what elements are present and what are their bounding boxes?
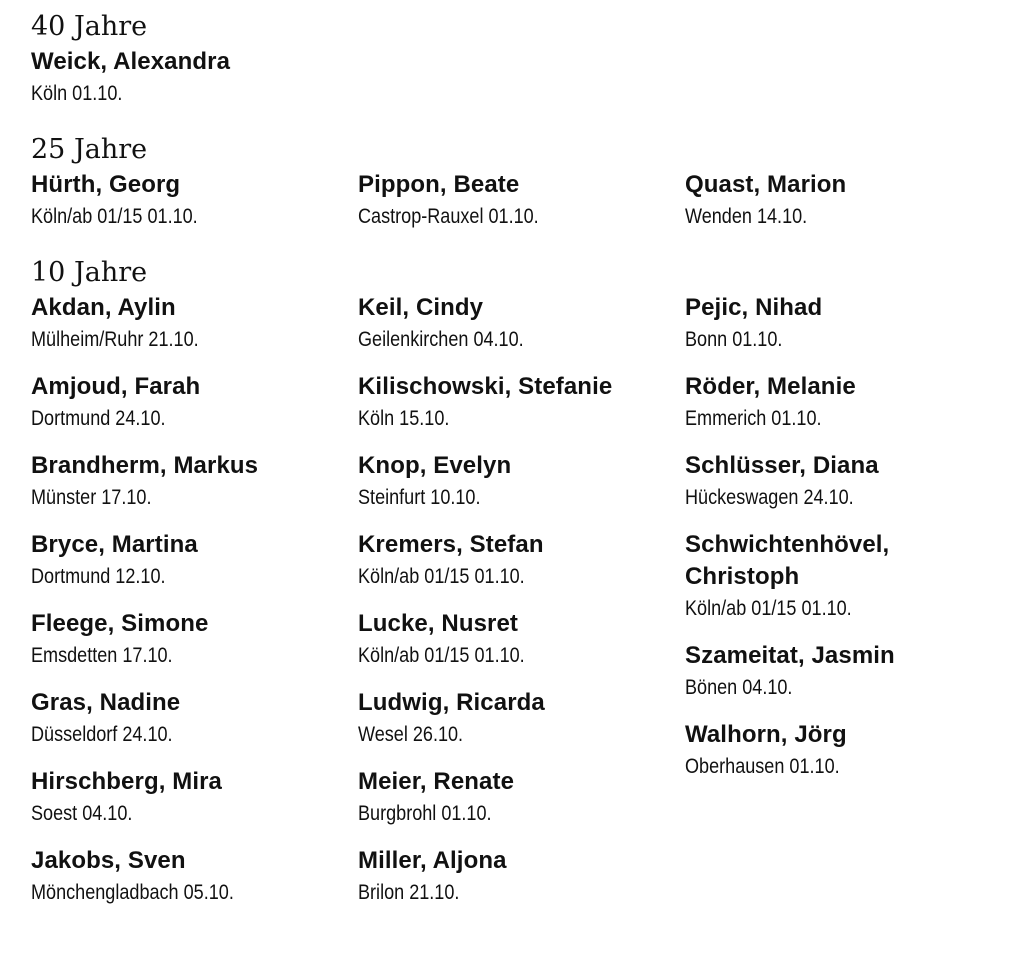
person-name: Miller, Aljona (358, 847, 507, 874)
location-date: Geilenkirchen 04.10. (358, 328, 524, 351)
location-date: Mülheim/Ruhr 21.10. (31, 328, 199, 351)
column (31, 46, 358, 110)
location-date: Köln 15.10. (358, 407, 450, 430)
person-name: Hürth, Georg (31, 171, 181, 198)
list-item (31, 371, 358, 435)
person-name: Pejic, Nihad (685, 294, 823, 321)
location-date: Emsdetten 17.10. (31, 644, 173, 667)
person-name: Weick, Alexandra (31, 48, 231, 75)
person-name: Schwichtenhövel, Christoph (685, 531, 890, 590)
location-date: Köln/ab 01/15 01.10. (685, 597, 852, 620)
location-date: Dortmund 12.10. (31, 565, 166, 588)
column (358, 169, 685, 233)
section-25-jahre (31, 133, 991, 233)
anniversary-list (31, 10, 991, 932)
list-item (685, 450, 985, 514)
person-name: Gras, Nadine (31, 689, 181, 716)
list-item (685, 292, 985, 356)
list-item (685, 640, 985, 704)
list-item (31, 687, 358, 751)
person-name: Walhorn, Jörg (685, 721, 847, 748)
location-date: Bonn 01.10. (685, 328, 783, 351)
column (31, 169, 358, 233)
list-item (31, 529, 358, 593)
list-item (358, 845, 685, 909)
location-date: Wenden 14.10. (685, 205, 808, 228)
section-10-jahre (31, 256, 991, 909)
list-item (358, 608, 685, 672)
person-name: Pippon, Beate (358, 171, 520, 198)
list-item (31, 46, 358, 110)
person-name: Lucke, Nusret (358, 610, 519, 637)
location-date: Köln 01.10. (31, 82, 123, 105)
person-name: Röder, Melanie (685, 373, 856, 400)
list-item (358, 529, 685, 593)
list-item (31, 169, 358, 233)
location-date: Dortmund 24.10. (31, 407, 166, 430)
list-item (685, 169, 985, 233)
list-item (358, 766, 685, 830)
list-item (31, 292, 358, 356)
list-item (31, 608, 358, 672)
list-item (31, 845, 358, 909)
person-name: Bryce, Martina (31, 531, 198, 558)
person-name: Meier, Renate (358, 768, 515, 795)
section-columns (31, 292, 991, 909)
person-name: Quast, Marion (685, 171, 847, 198)
location-date: Hückeswagen 24.10. (685, 486, 854, 509)
list-item (358, 450, 685, 514)
section-columns (31, 169, 991, 233)
location-date: Mönchengladbach 05.10. (31, 881, 234, 904)
section-title: 40 Jahre (31, 11, 148, 42)
location-date: Köln/ab 01/15 01.10. (31, 205, 198, 228)
location-date: Köln/ab 01/15 01.10. (358, 644, 525, 667)
location-date: Düsseldorf 24.10. (31, 723, 173, 746)
list-item (358, 169, 685, 233)
column (358, 292, 685, 909)
location-date: Wesel 26.10. (358, 723, 464, 746)
person-name: Schlüsser, Diana (685, 452, 879, 479)
column (31, 292, 358, 909)
list-item (358, 371, 685, 435)
location-date: Burgbrohl 01.10. (358, 802, 492, 825)
location-date: Steinfurt 10.10. (358, 486, 481, 509)
person-name: Szameitat, Jasmin (685, 642, 895, 669)
section-40-jahre (31, 10, 991, 110)
person-name: Brandherm, Markus (31, 452, 259, 479)
location-date: Emmerich 01.10. (685, 407, 822, 430)
list-item (685, 371, 985, 435)
location-date: Castrop-Rauxel 01.10. (358, 205, 539, 228)
section-columns (31, 46, 991, 110)
list-item (358, 687, 685, 751)
person-name: Kremers, Stefan (358, 531, 544, 558)
section-title: 10 Jahre (31, 257, 148, 288)
list-item (31, 766, 358, 830)
person-name: Kilischowski, Stefanie (358, 373, 613, 400)
column (685, 292, 985, 909)
list-item (31, 450, 358, 514)
location-date: Münster 17.10. (31, 486, 152, 509)
person-name: Amjoud, Farah (31, 373, 201, 400)
location-date: Oberhausen 01.10. (685, 755, 840, 778)
person-name: Akdan, Aylin (31, 294, 176, 321)
location-date: Soest 04.10. (31, 802, 133, 825)
person-name: Knop, Evelyn (358, 452, 512, 479)
location-date: Bönen 04.10. (685, 676, 793, 699)
person-name: Ludwig, Ricarda (358, 689, 545, 716)
location-date: Köln/ab 01/15 01.10. (358, 565, 525, 588)
person-name: Keil, Cindy (358, 294, 484, 321)
list-item (685, 529, 985, 625)
list-item (685, 719, 985, 783)
location-date: Brilon 21.10. (358, 881, 460, 904)
column (685, 169, 985, 233)
section-title: 25 Jahre (31, 134, 148, 165)
person-name: Hirschberg, Mira (31, 768, 222, 795)
person-name: Jakobs, Sven (31, 847, 186, 874)
person-name: Fleege, Simone (31, 610, 209, 637)
list-item (358, 292, 685, 356)
